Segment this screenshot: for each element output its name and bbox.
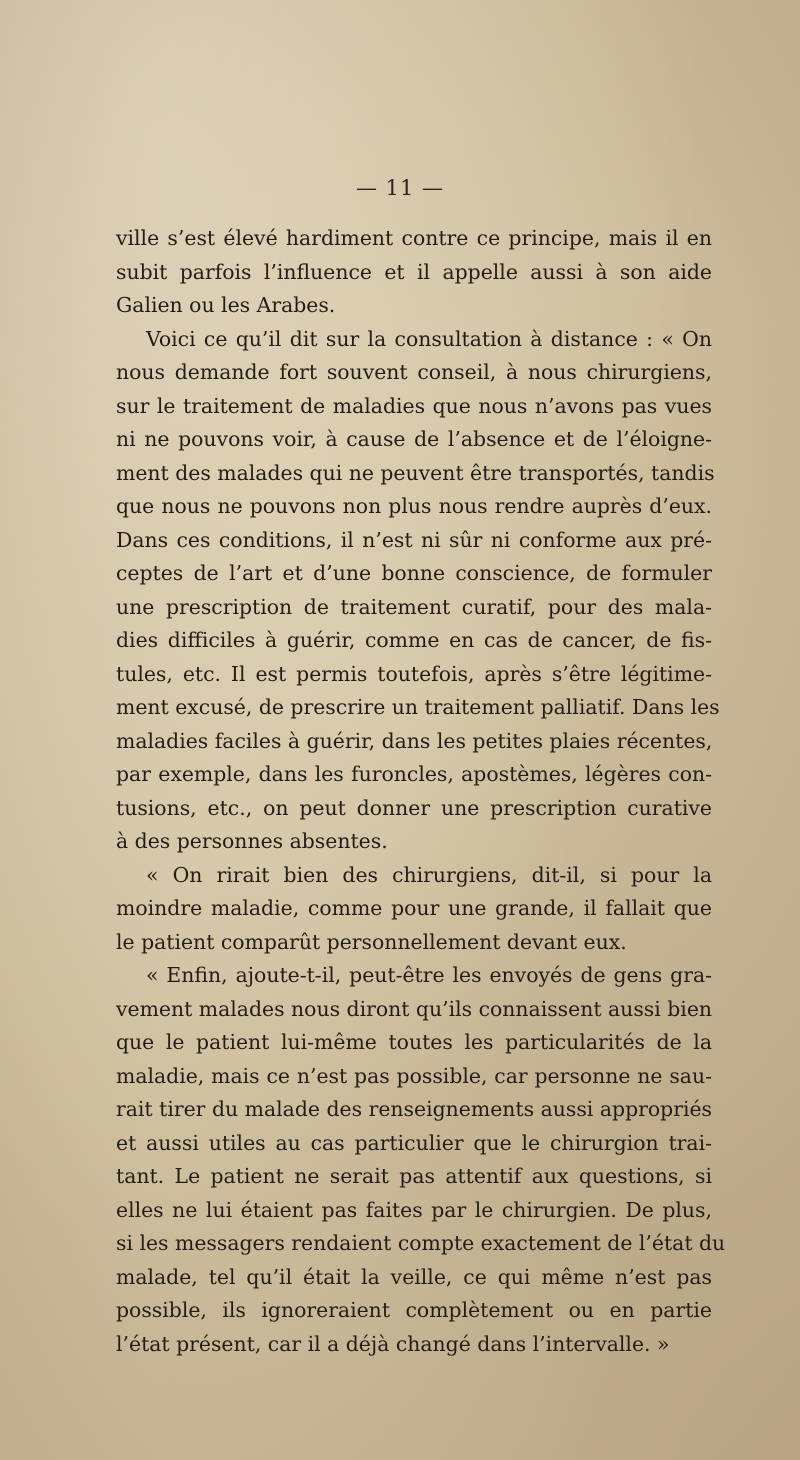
text-line: vement malades nous diront qu’ils connaissent aussi bien bbox=[116, 996, 713, 1021]
text-line: rait tirer du malade des renseignements aussi appropriés bbox=[116, 1097, 712, 1121]
text-line: « On rirait bien des chirurgiens, dit-il, si pour la bbox=[146, 862, 712, 887]
text-line: Voici ce qu’il dit sur la consultation à distance : « On bbox=[146, 326, 712, 351]
text-line: maladies faciles à guérir, dans les petites plaies récentes, bbox=[116, 728, 713, 753]
text-line: dies difficiles à guérir, comme en cas de cancer, de fis- bbox=[116, 628, 712, 652]
text-line: tant. Le patient ne serait pas attentif aux questions, si bbox=[116, 1164, 712, 1188]
text-line: que nous ne pouvons non plus nous rendre auprès d’eux. bbox=[116, 494, 712, 518]
text-line: possible, ils ignoreraient complètement ou en partie bbox=[116, 1298, 712, 1322]
page-number: — 11 — bbox=[355, 176, 445, 200]
text-line: ment des malades qui ne peuvent être transportés, tandis bbox=[116, 460, 715, 485]
text-line: l’état présent, car il a déjà changé dans l’intervalle. » bbox=[116, 1331, 670, 1356]
text-line: ment excusé, de prescrire un traitement palliatif. Dans les bbox=[116, 695, 720, 719]
text-line: si les messagers rendaient compte exactement de l’état du bbox=[116, 1231, 726, 1255]
text-line: Galien ou les Arabes. bbox=[116, 293, 336, 317]
text-line: sur le traitement de maladies que nous n’avons pas vues bbox=[116, 393, 712, 418]
text-line: nous demande fort souvent conseil, à nous chirurgiens, bbox=[116, 360, 712, 384]
text-line: ni ne pouvons voir, à cause de l’absence et de l’éloigne- bbox=[116, 427, 712, 451]
text-line: le patient comparût personnellement devant eux. bbox=[116, 929, 627, 954]
text-line: moindre maladie, comme pour une grande, il fallait que bbox=[116, 896, 712, 920]
text-line: et aussi utiles au cas particulier que le chirurgion trai- bbox=[116, 1130, 712, 1155]
text-line: malade, tel qu’il était la veille, ce qui même n’est pas bbox=[116, 1264, 712, 1289]
text-line: que le patient lui-même toutes les particularités de la bbox=[116, 1030, 712, 1054]
text-line: à des personnes absentes. bbox=[116, 829, 388, 853]
text-line: elles ne lui étaient pas faites par le chirurgien. De plus, bbox=[116, 1197, 712, 1222]
text-line: ceptes de l’art et d’une bonne conscience, de formuler bbox=[116, 561, 712, 585]
text-line: ville s’est élevé hardiment contre ce principe, mais il en bbox=[116, 226, 712, 250]
text-line: une prescription de traitement curatif, pour des mala- bbox=[116, 594, 712, 619]
text-line: par exemple, dans les furoncles, apostèmes, légères con- bbox=[116, 762, 712, 786]
text-line: tusions, etc., on peut donner une prescription curative bbox=[116, 795, 712, 820]
text-line: tules, etc. Il est permis toutefois, après s’être légitime- bbox=[116, 661, 712, 686]
text-line: Dans ces conditions, il n’est ni sûr ni conforme aux pré- bbox=[116, 527, 712, 552]
body-text bbox=[116, 222, 726, 1361]
text-line: « Enfin, ajoute-t-il, peut-être les envoyés de gens gra- bbox=[146, 963, 712, 987]
text-line: maladie, mais ce n’est pas possible, car personne ne sau- bbox=[116, 1063, 712, 1088]
text-line: subit parfois l’influence et il appelle aussi à son aide bbox=[116, 259, 712, 284]
